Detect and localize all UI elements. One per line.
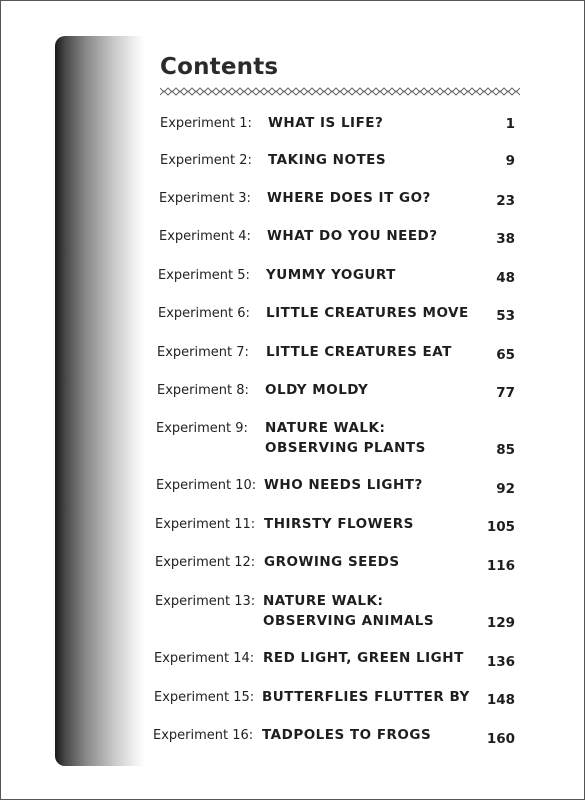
experiment-number: Experiment 9: (156, 421, 248, 436)
experiment-title (268, 113, 383, 133)
page-number: 136 (486, 654, 515, 670)
experiment-number: Experiment 16: (153, 728, 254, 743)
book-spine-shadow (55, 36, 145, 766)
page-number: 148 (486, 692, 515, 708)
experiment-title-line: RED LIGHT, GREEN LIGHT (263, 650, 464, 666)
experiment-title (263, 648, 464, 668)
page-number: 77 (496, 385, 515, 401)
experiment-number: Experiment 12: (155, 555, 256, 570)
experiment-title-line-2: OBSERVING ANIMALS (263, 613, 435, 629)
experiment-title (264, 475, 423, 495)
experiment-title (268, 150, 386, 170)
experiment-title (266, 342, 452, 362)
experiment-number: Experiment 4: (159, 229, 251, 244)
experiment-title-line: THIRSTY FLOWERS (264, 516, 414, 532)
experiment-title-line: GROWING SEEDS (264, 554, 400, 570)
page-number: 23 (496, 193, 515, 209)
experiment-title (267, 188, 431, 208)
page-number: 92 (496, 481, 515, 497)
experiment-number: Experiment 2: (160, 153, 252, 168)
experiment-title-line: TAKING NOTES (268, 152, 387, 168)
page-number: 53 (496, 308, 515, 324)
experiment-title (262, 725, 431, 745)
experiment-title-line: TADPOLES TO FROGS (262, 727, 432, 743)
experiment-title-line: WHAT DO YOU NEED? (267, 228, 438, 244)
experiment-title-line: OLDY MOLDY (265, 382, 369, 398)
experiment-title (267, 226, 438, 246)
page-number: 85 (496, 442, 515, 458)
page-number: 48 (496, 270, 515, 286)
experiment-title-line: LITTLE CREATURES EAT (266, 344, 452, 360)
page-number: 1 (505, 116, 515, 132)
experiment-number: Experiment 10: (156, 478, 257, 493)
experiment-title (262, 687, 470, 707)
experiment-title (263, 591, 434, 631)
experiment-number: Experiment 13: (155, 594, 256, 609)
page-title: Contents (160, 54, 279, 80)
experiment-title (264, 514, 414, 534)
page-number: 116 (486, 558, 515, 574)
experiment-number: Experiment 11: (155, 517, 256, 532)
experiment-number: Experiment 5: (158, 268, 250, 283)
zigzag-divider (160, 87, 520, 96)
experiment-title-line: NATURE WALK: (263, 593, 384, 609)
experiment-number: Experiment 6: (158, 306, 250, 321)
page-number: 38 (496, 231, 515, 247)
experiment-title (266, 303, 469, 323)
experiment-title-line: WHO NEEDS LIGHT? (264, 477, 423, 493)
page-number: 129 (486, 615, 515, 631)
experiment-title-line: BUTTERFLIES FLUTTER BY (262, 689, 470, 705)
experiment-number: Experiment 7: (157, 345, 249, 360)
experiment-number: Experiment 14: (154, 651, 255, 666)
experiment-title-line: YUMMY YOGURT (266, 267, 396, 283)
experiment-title-line: NATURE WALK: (265, 420, 386, 436)
experiment-title-line: WHAT IS LIFE? (268, 115, 384, 131)
experiment-title-line-2: OBSERVING PLANTS (265, 440, 426, 456)
experiment-number: Experiment 1: (160, 116, 252, 131)
experiment-title (266, 265, 396, 285)
experiment-number: Experiment 3: (159, 191, 251, 206)
page-number: 160 (486, 731, 515, 747)
experiment-title-line: LITTLE CREATURES MOVE (266, 305, 469, 321)
experiment-number: Experiment 8: (157, 383, 249, 398)
page-number: 65 (496, 347, 515, 363)
experiment-number: Experiment 15: (154, 690, 255, 705)
experiment-title (265, 380, 368, 400)
page-number: 9 (505, 153, 515, 169)
page-number: 105 (486, 519, 515, 535)
experiment-title (265, 418, 426, 458)
experiment-title-line: WHERE DOES IT GO? (267, 190, 431, 206)
experiment-title (264, 552, 400, 572)
